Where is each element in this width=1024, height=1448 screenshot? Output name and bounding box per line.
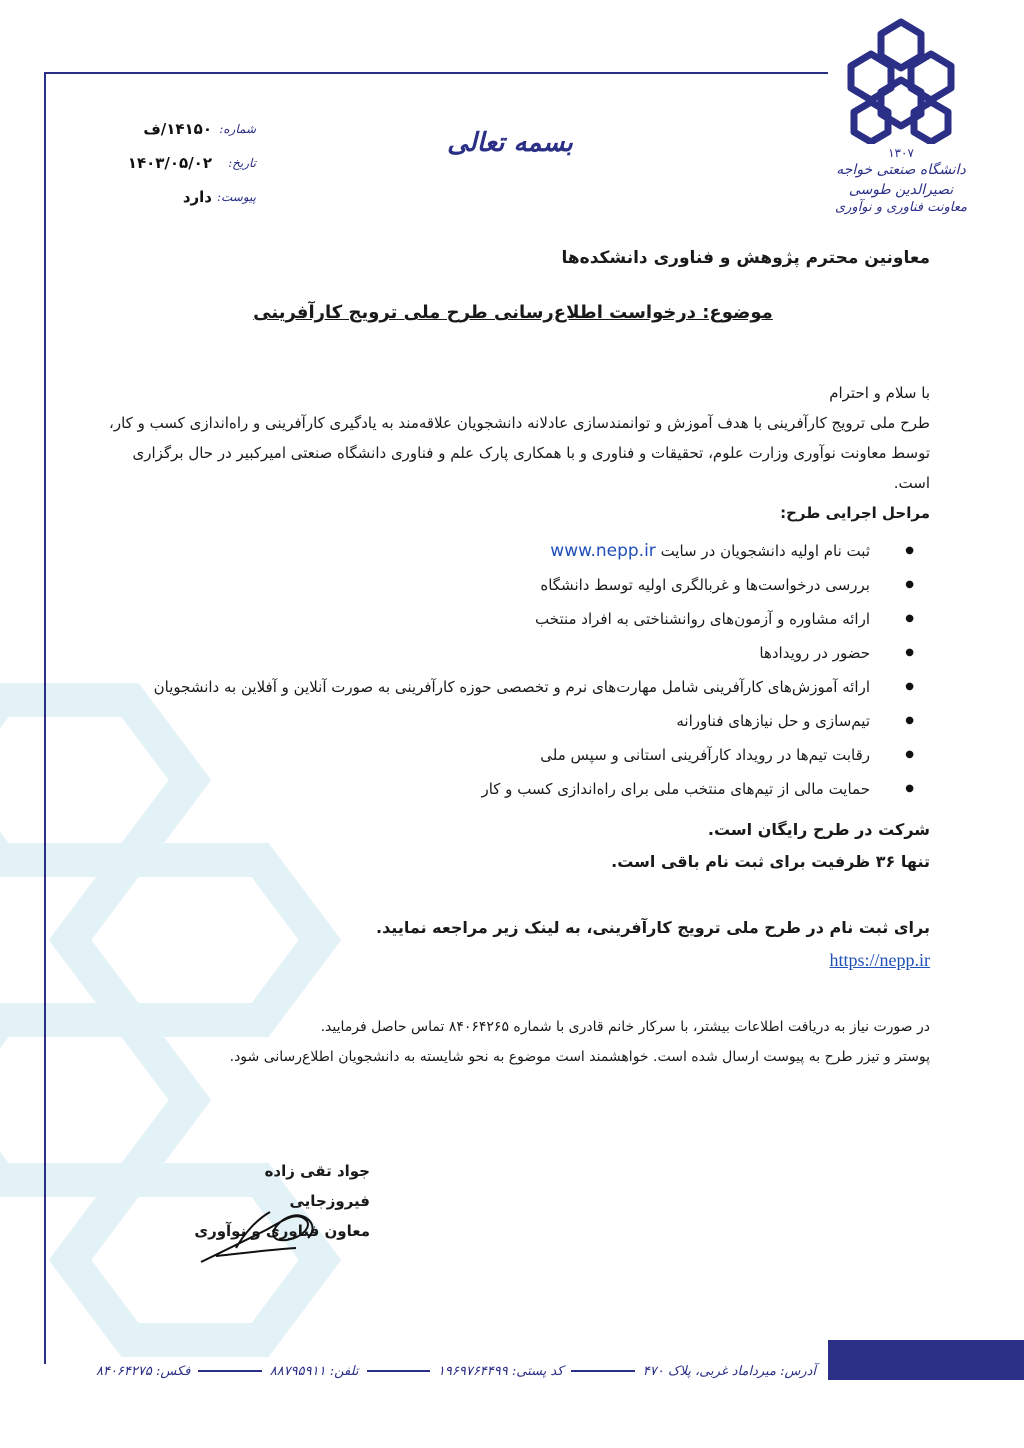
university-logo [826, 14, 976, 214]
logo-year: ۱۳۰۷ [888, 146, 914, 160]
footer-fax: فکس: ۸۴۰۶۴۲۷۵ [95, 1363, 191, 1379]
footer-divider [571, 1370, 634, 1372]
steps-title: مراحل اجرایی طرح: [780, 504, 930, 522]
meta-date-label: تاریخ: [228, 156, 256, 170]
register-link-row [96, 950, 930, 971]
meta-number-row [96, 112, 256, 146]
nepp-site-link[interactable]: www.nepp.ir [550, 541, 656, 561]
letter-subject-text: موضوع: درخواست اطلاع‌رسانی طرح ملی ترویج کارآفرینی [253, 302, 773, 323]
capacity-note: تنها ۳۶ ظرفیت برای ثبت نام باقی است. [611, 852, 930, 871]
letter-meta [96, 112, 256, 214]
logo-department-name: معاونت فناوری و نوآوری [834, 200, 968, 215]
free-note: شرکت در طرح رایگان است. [707, 820, 930, 839]
register-note: برای ثبت نام در طرح ملی ترویج کارآفرینی، به لینک زیر مراجعه نمایید. [375, 918, 930, 937]
list-item: ● حضور در رویدادها [96, 636, 870, 670]
steps-list [96, 534, 930, 806]
logo-university-name: دانشگاه صنعتی خواجه نصیرالدین طوسی [836, 162, 966, 198]
meta-date-row [96, 146, 256, 180]
footer-postal-code: کد پستی: ۱۹۶۹۷۶۴۴۹۹ [437, 1363, 564, 1379]
contact-line-1: در صورت نیاز به دریافت اطلاعات بیشتر، با سرکار خانم قادری با شماره ۸۴۰۶۴۲۶۵ تماس حاصل فرمایید. [320, 1019, 930, 1035]
step-1-text: ثبت نام اولیه دانشجویان در سایت [660, 542, 870, 560]
footer-phone: تلفن: ۸۸۷۹۵۹۱۱ [269, 1363, 359, 1379]
list-item: ● بررسی درخواست‌ها و غربالگری اولیه توسط دانشگاه [96, 568, 870, 602]
list-item: ● ارائه مشاوره و آزمون‌های روانشناختی به افراد منتخب [96, 602, 870, 636]
intro-line-2: توسط معاونت نوآوری وزارت علوم، تحقیقات و فناوری و با همکاری پارک علم و فناوری دانشگاه صنعتی امیرکبیر در حال برگزاری است. [132, 444, 930, 492]
contact-line-2: پوستر و تیزر طرح به پیوست ارسال شده است. خواهشمند است موضوع به نحو شایسته به دانشجویان اطلاع‌رسانی شود. [229, 1049, 930, 1065]
letter-body [96, 378, 930, 806]
university-logo-icon [846, 14, 956, 144]
footer-divider [198, 1370, 261, 1372]
letter-subject [96, 302, 930, 323]
meta-attachment-row [96, 180, 256, 214]
intro-line-1: طرح ملی ترویج کارآفرینی با هدف آموزش و توانمندسازی عادلانه دانشجویان علاقه‌مند به یادگیری کارآفرینی و راه‌اندازی کسب و کار، [109, 414, 930, 432]
participation-notes [96, 814, 930, 878]
meta-attachment-value: دارد [182, 188, 212, 206]
handwritten-signature [196, 1190, 326, 1270]
register-link[interactable]: https://nepp.ir [829, 950, 930, 970]
list-item: ● تیم‌سازی و حل نیازهای فناورانه [96, 704, 870, 738]
signatory-name: جواد تقی زاده فیروزجایی [264, 1162, 370, 1210]
meta-number-label: شماره: [219, 122, 256, 136]
page-footer [96, 1356, 816, 1386]
footer-color-bar [828, 1340, 1024, 1380]
meta-attachment-label: پیوست: [216, 190, 256, 204]
list-item: ● رقابت تیم‌ها در رویداد کارآفرینی استانی و سپس ملی [96, 738, 870, 772]
greeting: با سلام و احترام [829, 384, 930, 402]
meta-date-value: ۱۴۰۳/۰۵/۰۲ [127, 154, 212, 172]
footer-divider [367, 1370, 430, 1372]
basmala-heading: بسمه تعالی [447, 128, 573, 158]
meta-number-value: ۱۴۱۵۰/ف [143, 120, 212, 138]
letter-recipient: معاونین محترم پژوهش و فناوری دانشکده‌ها [561, 248, 930, 268]
list-item: ● ارائه آموزش‌های کارآفرینی شامل مهارت‌های نرم و تخصصی حوزه کارآفرینی به صورت آنلاین و آفلاین به دانشجویان [96, 670, 870, 704]
list-item [96, 534, 870, 568]
list-item: ● حمایت مالی از تیم‌های منتخب ملی برای راه‌اندازی کسب و کار [96, 772, 870, 806]
signatory-title: معاون فناوری و نوآوری [194, 1222, 370, 1240]
contact-info [96, 1012, 930, 1072]
footer-address: آدرس: میرداماد غربی، پلاک ۴۷۰ [642, 1363, 816, 1379]
